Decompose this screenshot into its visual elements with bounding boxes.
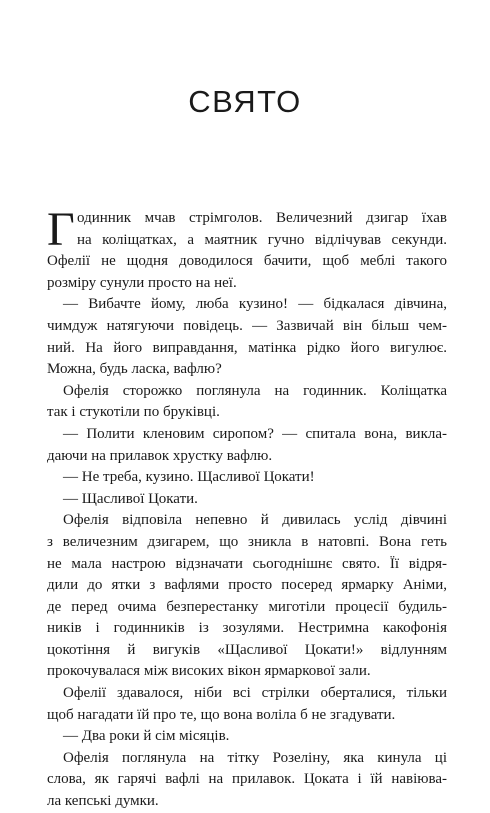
chapter-body-text [47,203,447,813]
text-line: щоб нагадати їй про те, що вона воліла б не згадувати. [47,706,396,723]
text-line: ників і годинників із зозулями. Нестримна какофонія [47,620,447,637]
text-line: Офелія відповіла непевно й дивилась услід дівчині [63,512,447,529]
text-line: Офелія сторожко поглянула на годинник. Коліщатка [63,382,447,399]
text-line: чимдуж натягуючи повідець. — Зазвичай він більш чем- [47,317,447,334]
text-line: дили до ятки з вафлями просто посеред ярмарку Аніми, [47,577,447,594]
text-line: з величезним дзигарем, що зникла в натовпі. Вона геть [47,533,447,550]
drop-cap: Г [47,203,75,256]
text-line: на коліщатках, а маятник гучно відлічував секунди. [77,231,447,248]
text-line: де перед очима безперестанку миготіли процесії будиль- [47,598,447,615]
text-line: даючи на прилавок хрустку вафлю. [47,447,273,464]
chapter-title: СВЯТО [188,84,302,119]
text-line: Офелії не щодня доводилося бачити, щоб меблі такого [47,253,447,270]
text-line: ний. На його виправдання, матінка рідко його вигулює. [47,339,447,356]
text-line: прокочувалася між високих вікон ярмаркової зали. [47,663,371,680]
text-line: одинник мчав стрімголов. Величезний дзигар їхав [77,210,447,226]
text-line: слова, як гарячі вафлі на прилавок. Цоката і їй навіюва- [47,771,447,788]
text-line: — Полити кленовим сиропом? — спитала вона, викла- [63,425,447,442]
text-line: Офелії здавалося, ніби всі стрілки оберталися, тільки [63,685,447,702]
text-line: Можна, будь ласка, вафлю? [47,361,222,378]
text-line: ла кепські думки. [47,793,159,810]
text-line: не мала настрою відзначати сьогоднішнє свято. Її відря- [47,555,447,572]
text-line: розміру сунули просто на неї. [47,274,237,291]
text-line: цокотіння й вигуків «Щасливої Цокати!» відлунням [47,641,447,658]
text-line: — Не треба, кузино. Щасливої Цокати! [63,469,315,486]
text-line: Офелія поглянула на тітку Розеліну, яка кинула ці [63,749,447,766]
text-line: — Вибачте йому, люба кузино! — бідкалася дівчина, [63,296,447,313]
text-line: так і стукотіли по бруківці. [47,404,220,421]
text-line: — Два роки й сім місяців. [63,728,230,745]
text-line: — Щасливої Цокати. [63,490,198,507]
